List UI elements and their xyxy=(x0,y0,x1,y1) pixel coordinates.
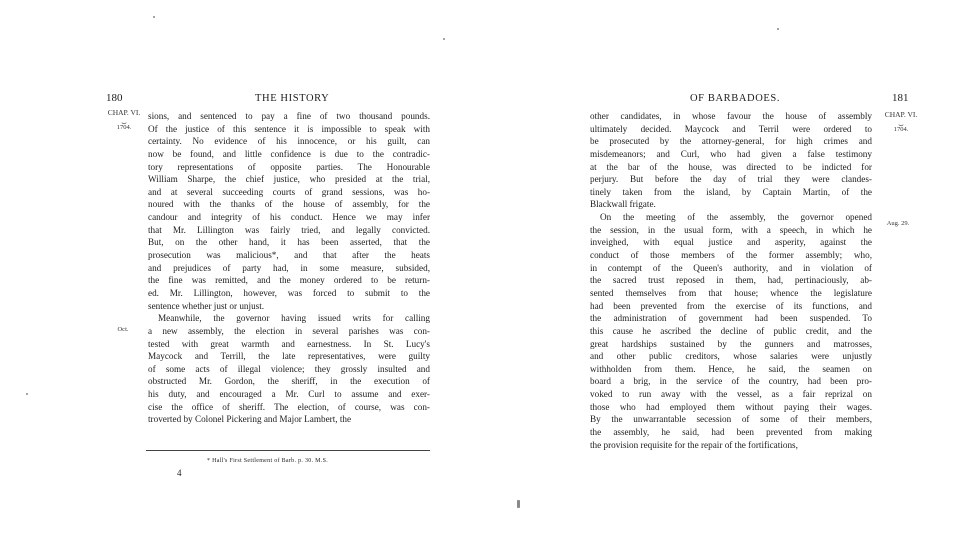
text-line: sentence whether just or unjust. xyxy=(148,300,265,311)
margin-chapter: CHAP. VI. xyxy=(884,110,918,119)
text-line: the session, in the usual form, with a speech, in which he xyxy=(590,224,872,235)
text-line: Blackwall frigate. xyxy=(590,199,656,210)
left-body-text xyxy=(148,110,430,426)
text-line: now be found, and little confidence is due to the contradic- xyxy=(148,148,430,159)
text-line: in contempt of the Queen's authority, and in violation of xyxy=(590,262,872,273)
text-line: ed. Mr. Lillington, however, was forced to submit to the xyxy=(148,287,430,298)
text-line: his duty, and encouraged a Mr. Curl to assume and exer- xyxy=(148,389,430,400)
text-line: conduct of those members of the former assembly; who, xyxy=(590,250,872,261)
text-line: had been prevented from the exercise of its functions, and xyxy=(590,300,872,311)
text-line: voked to run away with the vessel, as a fair reprizal on xyxy=(590,389,872,400)
margin-chapter: CHAP. VI. xyxy=(107,108,141,117)
text-line: and at several succeeding courts of grand sessions, was ho- xyxy=(148,186,430,197)
margin-year: 1704. xyxy=(116,124,132,131)
page-number: 181 xyxy=(892,92,909,104)
text-line: and prejudices of party had, in some measure, subsided, xyxy=(148,262,430,273)
text-line: the sacred trust reposed in them, had, pertinaciously, ab- xyxy=(590,275,872,286)
text-line: of some acts of illegal violence; they grossly insulted and xyxy=(148,363,430,374)
footnote-rule xyxy=(146,450,430,451)
text-line: misdemeanors; and Curl, who had given a false testimony xyxy=(590,148,872,159)
scan-speck xyxy=(26,393,28,395)
margin-brace: ⏟ xyxy=(898,117,904,126)
text-line: a new assembly, the election in several parishes was con- xyxy=(148,325,430,336)
signature-mark: 4 xyxy=(177,468,182,478)
text-line: candour and integrity of his conduct. Hence we may infer xyxy=(148,212,430,223)
text-line: troverted by Colonel Pickering and Major Lambert, the xyxy=(148,414,352,425)
footnote: * Hall's First Settlement of Barb. p. 30. M.S. xyxy=(207,458,329,464)
text-line: prosecution was malicious*, and that after the heats xyxy=(148,250,430,261)
margin-brace: ⏟ xyxy=(121,115,127,124)
text-line: By the unwarrantable secession of some of their members, xyxy=(590,414,872,425)
text-line: those who had employed them without paying their wages. xyxy=(590,401,872,412)
running-head: OF BARBADOES. xyxy=(690,93,781,104)
text-line: that Mr. Lillington was fairly tried, and legally convicted. xyxy=(148,224,430,235)
scan-speck xyxy=(443,38,445,40)
scan-speck xyxy=(517,500,520,508)
text-line: tory representations of opposite parties. The Honourable xyxy=(148,161,430,172)
text-line: William Sharpe, the chief justice, who presided at the trial, xyxy=(148,174,430,185)
text-line: other candidates, in whose favour the house of assembly xyxy=(590,111,872,121)
text-line: great hardships sustained by the gunners and matrosses, xyxy=(590,338,872,349)
text-line: inveighed, with equal justice and asperity, against the xyxy=(590,237,872,248)
text-line: obstructed Mr. Gordon, the sheriff, in the execution of xyxy=(148,376,430,387)
margin-year: 1704. xyxy=(893,126,909,133)
margin-date-note xyxy=(878,219,918,228)
right-page xyxy=(490,0,980,555)
text-line: cise the office of sheriff. The election, of course, was con- xyxy=(148,401,430,412)
text-line: But, on the other hand, it has been asserted, that the xyxy=(148,237,430,248)
text-line: Maycock and Terrill, the late representatives, were guilty xyxy=(148,351,430,362)
text-line: the assembly, he said, had been prevented from making xyxy=(590,427,872,438)
text-line: On the meeting of the assembly, the governor opened xyxy=(600,212,872,223)
margin-date-note xyxy=(108,325,138,334)
text-line: withholden from them. Hence, he said, the seamen on xyxy=(590,363,872,374)
text-line: the fine was remitted, and the money ordered to be return- xyxy=(148,275,430,286)
page-number: 180 xyxy=(106,92,123,104)
text-line: be prosecuted by the attorney-general, for high crimes and xyxy=(590,136,872,147)
text-line: at the bar of the house, was directed to be indicted for xyxy=(590,161,872,172)
scan-speck xyxy=(153,16,155,18)
text-line: the administration of government had been suspended. To xyxy=(590,313,872,324)
scan-speck xyxy=(777,28,779,30)
text-line: sions, and sentenced to pay a fine of two thousand pounds. xyxy=(148,111,430,121)
text-line: tested with great warmth and earnestness. In St. Lucy's xyxy=(148,338,430,349)
text-line: sented themselves from that house; whence the legislature xyxy=(590,287,872,298)
text-line: perjury. But before the day of trial they were clandes- xyxy=(590,174,872,185)
margin-chapter-note xyxy=(880,110,922,134)
text-line: Of the justice of this sentence it is impossible to speak with xyxy=(148,123,430,134)
text-line: board a brig, in the service of the country, had been pro- xyxy=(590,376,872,387)
text-line: this cause he ascribed the decline of public credit, and the xyxy=(590,325,872,336)
text-line: tinely taken from the island, by Captain Martin, of the xyxy=(590,186,872,197)
text-line: noured with the thanks of the house of assembly, for the xyxy=(148,199,430,210)
text-line: ultimately decided. Maycock and Terril were ordered to xyxy=(590,123,872,134)
margin-chapter-note xyxy=(104,108,144,132)
text-line: and other public creditors, whose salaries were unjustly xyxy=(590,351,872,362)
running-head: THE HISTORY xyxy=(255,93,330,104)
right-body-text xyxy=(590,110,872,451)
text-line: the provision requisite for the repair of the fortifications, xyxy=(590,439,798,450)
text-line: certainty. No evidence of his innocence, or his guilt, can xyxy=(148,136,430,147)
margin-date: Oct. xyxy=(117,326,129,333)
margin-date: Aug. 29. xyxy=(886,220,910,227)
text-line: Meanwhile, the governor having issued writs for calling xyxy=(158,313,430,324)
